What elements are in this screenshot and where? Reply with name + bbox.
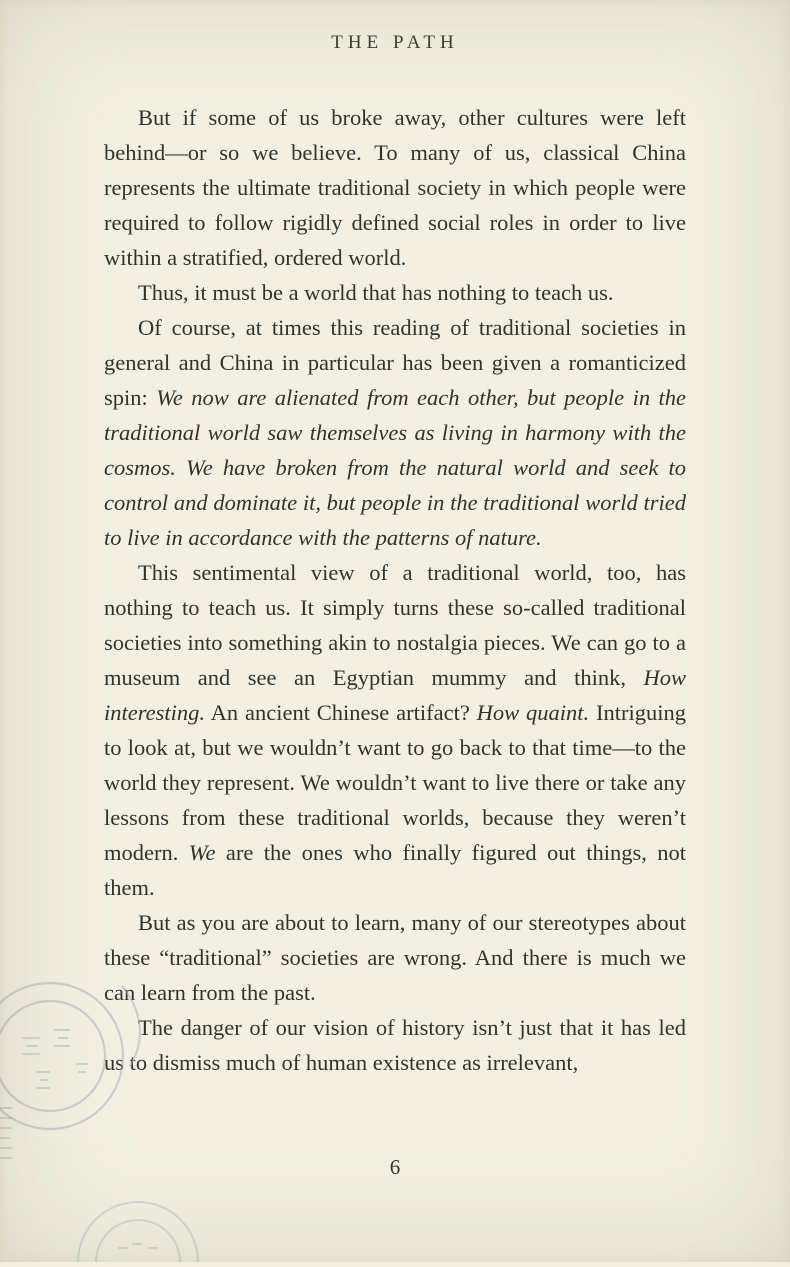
running-head: THE PATH [331,32,459,53]
paragraph [104,275,686,310]
paragraph [104,1010,686,1080]
watermark-stamp-bottom [68,1200,208,1267]
italic-text-run: We [188,840,216,865]
text-run: An ancient Chinese artifact? [205,700,477,725]
paragraph [104,310,686,555]
text-run: This sentimental view of a traditional world, too, has nothing to teach us. It simply turns these so-called traditional societies into something akin to nostalgia pieces. We can go to a museum and see an Egyptian mummy and think, [104,560,686,690]
text-run: The danger of our vision of history isn’t just that it has led us to dismiss much of human existence as irrelevant, [104,1015,686,1075]
italic-text-run: We now are alienated from each other, but people in the traditional world saw themselves as living in harmony with the cosmos. We have broken from the natural world and seek to control and dominate it, but people in the traditional world tried to live in accordance with the patterns of nature. [104,385,686,550]
watermark-glyph-marks [0,1030,88,1158]
text-run: But if some of us broke away, other cultures were left behind—or so we believe. To many of us, classical China represents the ultimate traditional society in which people were required to follow rigidly defined social roles in order to live within a stratified, ordered world. [104,105,686,270]
italic-text-run: How interesting. [104,665,686,725]
text-run: Intriguing to look at, but we wouldn’t want to go back to that time—to the world they represent. We wouldn’t want to live there or take any lessons from these traditional worlds, because they weren’t modern. [104,700,686,865]
paragraph [104,905,686,1010]
page-number: 6 [389,1155,401,1179]
text-run: But as you are about to learn, many of our stereotypes about these “traditional” societies are wrong. And there is much we can learn from the past. [104,910,686,1005]
italic-text-run: How quaint. [476,700,590,725]
text-block [104,100,686,1080]
text-run: Of course, at times this reading of traditional societies in general and China in particular has been given a romanticized spin: [104,315,686,410]
text-run: are the ones who finally figured out things, not them. [104,840,686,900]
text-run: Thus, it must be a world that has nothing to teach us. [138,280,614,305]
paragraph [104,555,686,905]
paragraph [104,100,686,275]
